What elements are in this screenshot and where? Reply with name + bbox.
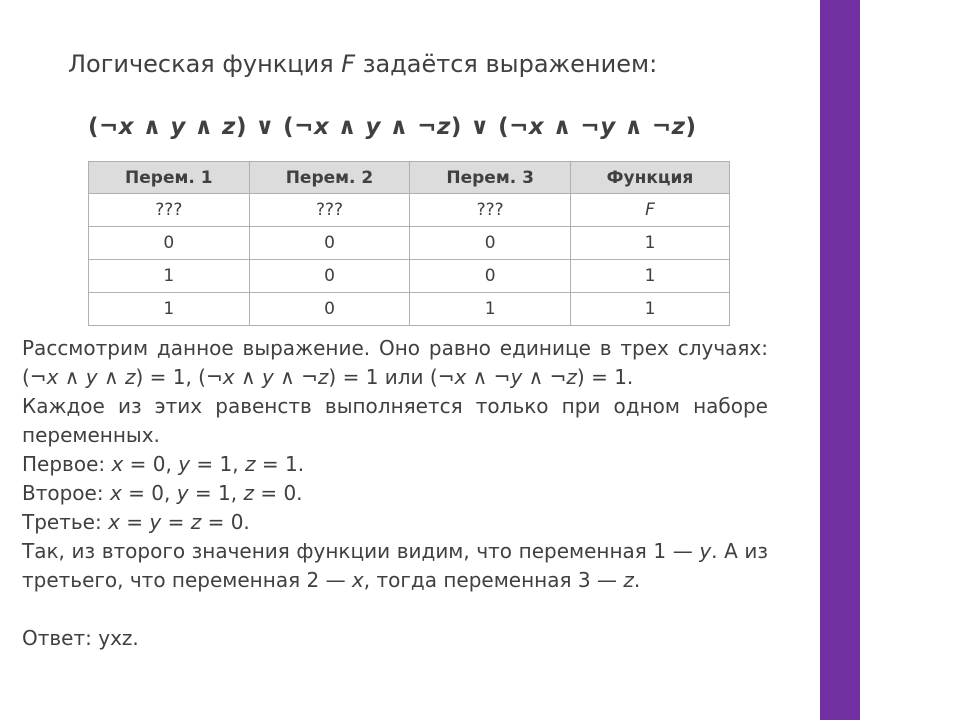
header-cell-var3: Перем. 3 xyxy=(410,162,571,194)
table-cell: 0 xyxy=(249,260,410,293)
table-cell: 1 xyxy=(570,227,729,260)
table-cell: 1 xyxy=(570,260,729,293)
header-cell-function: Функция xyxy=(570,162,729,194)
table-cell: ??? xyxy=(249,194,410,227)
accent-bar xyxy=(820,0,860,720)
table-cell: ??? xyxy=(410,194,571,227)
table-cell: F xyxy=(570,194,729,227)
paragraph-conclusion: Так, из второго значения функции видим, что переменная 1 — y. А из третьего, что переменная 2 — x, тогда переменная 3 — z. xyxy=(22,539,768,592)
table-cell: 1 xyxy=(570,293,729,326)
paragraph-cases: Рассмотрим данное выражение. Оно равно единице в трех случаях: (¬x ∧ y ∧ z) = 1, (¬x ∧ y ∧ ¬z) = 1 или (¬x ∧ ¬y ∧ ¬z) = 1. xyxy=(22,336,768,389)
header-cell-var2: Перем. 2 xyxy=(249,162,410,194)
solution-text xyxy=(22,334,768,653)
paragraph-third: Третье: x = y = z = 0. xyxy=(22,510,250,534)
header-cell-var1: Перем. 1 xyxy=(89,162,250,194)
table-row xyxy=(89,194,730,227)
table-cell: 0 xyxy=(410,260,571,293)
table-row xyxy=(89,227,730,260)
table-header-row xyxy=(89,162,730,194)
table-cell: 1 xyxy=(89,293,250,326)
answer-text: Ответ: yxz. xyxy=(22,626,139,650)
table-cell: 0 xyxy=(410,227,571,260)
table-cell: 1 xyxy=(89,260,250,293)
logic-formula: (¬x ∧ y ∧ z) ∨ (¬x ∧ y ∧ ¬z) ∨ (¬x ∧ ¬y ∧ ¬z) xyxy=(88,114,697,140)
table-cell: 0 xyxy=(249,293,410,326)
table-cell: 0 xyxy=(249,227,410,260)
table-cell: ??? xyxy=(89,194,250,227)
truth-table xyxy=(88,161,730,326)
table-cell: 1 xyxy=(410,293,571,326)
paragraph-each-equality: Каждое из этих равенств выполняется только при одном наборе переменных. xyxy=(22,394,768,447)
table-row xyxy=(89,293,730,326)
table-row xyxy=(89,260,730,293)
slide-title: Логическая функция F задаётся выражением: xyxy=(68,50,658,78)
paragraph-first: Первое: x = 0, y = 1, z = 1. xyxy=(22,452,305,476)
table-cell: 0 xyxy=(89,227,250,260)
paragraph-second: Второе: x = 0, y = 1, z = 0. xyxy=(22,481,303,505)
